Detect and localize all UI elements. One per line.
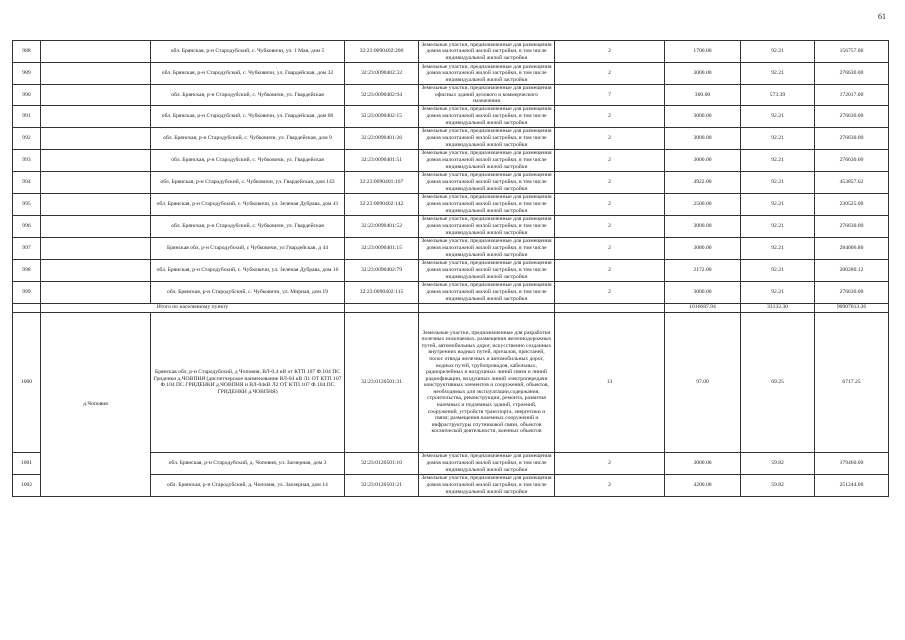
land-use-cell: Земельные участки, предназначенные для размещения домов малоэтажной жилой застройки, в том числе индивидуальной жилой застройки <box>419 171 555 193</box>
row-number-cell <box>13 303 41 312</box>
row-number-cell: 990 <box>13 85 41 106</box>
area-cell: 3000.00 <box>665 63 741 85</box>
row-number-cell: 991 <box>13 105 41 127</box>
total-price-cell: 33132.30 <box>741 303 815 312</box>
row-number-cell: 996 <box>13 215 41 237</box>
category-cell: 2 <box>555 259 665 281</box>
value-cell: 276630.00 <box>815 127 889 149</box>
land-use-cell: Земельные участки, предназначенные для размещения домов малоэтажной жилой застройки, в том числе индивидуальной жилой застройки <box>419 193 555 215</box>
price-cell: 92.21 <box>741 105 815 127</box>
address-cell: обл. Брянская, р-н Стародубский, с. Чубковичи, ул. Мирная, дом 19 <box>151 281 345 303</box>
category-cell: 2 <box>555 41 665 63</box>
address-cell: обл. Брянская, р-н Стародубский, д. Чоповня, ул. Заозерная, дом 14 <box>151 474 345 496</box>
row-number-cell: 1000 <box>13 312 41 452</box>
price-cell: 92.21 <box>741 149 815 171</box>
table-row <box>13 63 889 85</box>
area-cell: 3000.00 <box>665 452 741 474</box>
cadastral-number-cell: 32:23:0090402:15 <box>345 105 419 127</box>
page-number: 61 <box>878 12 886 21</box>
value-cell: 453857.62 <box>815 171 889 193</box>
area-cell: 97.00 <box>665 312 741 452</box>
address-cell: Брянская обл, р-н Стародубский, с Чубковичи, ул Гвардейская, д 44 <box>151 237 345 259</box>
area-cell: 2172.00 <box>665 259 741 281</box>
category-cell: 2 <box>555 63 665 85</box>
row-number-cell: 1001 <box>13 452 41 474</box>
cadastral-number-cell: 32:23:0090402:142 <box>345 193 419 215</box>
cadastral-number-cell: 32:23:0090402:79 <box>345 259 419 281</box>
area-cell: 3000.00 <box>665 281 741 303</box>
table-row <box>13 41 889 63</box>
table-row <box>13 237 889 259</box>
land-use-cell: Земельные участки, предназначенные для размещения домов малоэтажной жилой застройки, в том числе индивидуальной жилой застройки <box>419 41 555 63</box>
category-cell: 2 <box>555 193 665 215</box>
row-number-cell: 988 <box>13 41 41 63</box>
table-row <box>13 281 889 303</box>
table-row <box>13 312 889 452</box>
row-number-cell: 999 <box>13 281 41 303</box>
settlement-cell <box>41 105 151 127</box>
cadastral-number-cell: 32:23:0090401:52 <box>345 215 419 237</box>
price-cell: 92.21 <box>741 193 815 215</box>
price-cell: 92.21 <box>741 215 815 237</box>
category-cell: 2 <box>555 281 665 303</box>
row-number-cell: 998 <box>13 259 41 281</box>
cadastral-number-cell: 32:23:0090402:32 <box>345 63 419 85</box>
settlement-cell <box>41 127 151 149</box>
value-cell: 276630.00 <box>815 63 889 85</box>
land-use-cell: Земельные участки, предназначенные для размещения домов малоэтажной жилой застройки, в том числе индивидуальной жилой застройки <box>419 474 555 496</box>
value-cell: 156757.00 <box>815 41 889 63</box>
settlement-cell <box>41 237 151 259</box>
area-cell: 4922.00 <box>665 171 741 193</box>
table-row <box>13 85 889 106</box>
category-cell: 2 <box>555 171 665 193</box>
land-use-cell: Земельные участки, предназначенные для размещения офисных зданий делового и коммерческого назначения <box>419 85 555 106</box>
price-cell: 69.25 <box>741 312 815 452</box>
price-cell: 573.39 <box>741 85 815 106</box>
land-use-cell: Земельные участки, предназначенные для размещения домов малоэтажной жилой застройки, в том числе индивидуальной жилой застройки <box>419 215 555 237</box>
land-use-cell: Земельные участки, предназначенные для размещения домов малоэтажной жилой застройки, в том числе индивидуальной жилой застройки <box>419 105 555 127</box>
land-use-cell: Земельные участки, предназначенные для размещения домов малоэтажной жилой застройки, в том числе индивидуальной жилой застройки <box>419 127 555 149</box>
row-number-cell: 1002 <box>13 474 41 496</box>
land-use-cell <box>419 303 555 312</box>
area-cell: 300.00 <box>665 85 741 106</box>
settlement-cell <box>41 63 151 85</box>
cadastral-number-cell: 32:23:0120501:31 <box>345 312 419 452</box>
address-cell: обл. Брянская, р-н Стародубский, с. Чубковичи, ул. Гвардейская, дом 143 <box>151 171 345 193</box>
area-cell: 3080.00 <box>665 237 741 259</box>
cadastral-number-cell: 32:23:0090402:94 <box>345 85 419 106</box>
row-number-cell: 993 <box>13 149 41 171</box>
address-cell: обл. Брянская, р-н Стародубский, с. Чубковичи, ул. Зеленая Дубрава, дом 16 <box>151 259 345 281</box>
price-cell: 92.21 <box>741 127 815 149</box>
area-cell: 3000.00 <box>665 215 741 237</box>
table-row <box>13 105 889 127</box>
value-cell: 276630.00 <box>815 105 889 127</box>
address-cell: Брянская обл, р-н Стародубский, д Чоповня, ВЛ-0,4 кВ от КТП 107 Ф.104 ПС Гриденки д.ЧОВПНЯ (диспетчерское наименование ВЛ-04 кВ Л1 ОТ КТП 107 Ф.104 ПС ГРИДЕНКИ д.ЧОВПНЯ и ВЛ-04кВ Л2 ОТ КТП 107 Ф.104 ПС ГРИДЕНКИ д.ЧОВПНЯ) <box>151 312 345 452</box>
value-cell: 276630.00 <box>815 215 889 237</box>
table-row <box>13 171 889 193</box>
category-cell: 2 <box>555 474 665 496</box>
land-register-table <box>12 40 889 497</box>
value-cell: 200280.12 <box>815 259 889 281</box>
cadastral-number-cell <box>345 303 419 312</box>
category-cell: 2 <box>555 237 665 259</box>
cadastral-number-cell: 32:23:0090401:107 <box>345 171 419 193</box>
category-cell: 2 <box>555 452 665 474</box>
row-number-cell: 994 <box>13 171 41 193</box>
price-cell: 59.82 <box>741 474 815 496</box>
value-cell: 284006.80 <box>815 237 889 259</box>
price-cell: 92.21 <box>741 63 815 85</box>
land-use-cell: Земельные участки, предназначенные для размещения домов малоэтажной жилой застройки, в том числе индивидуальной жилой застройки <box>419 149 555 171</box>
row-number-cell: 989 <box>13 63 41 85</box>
address-cell: обл. Брянская, р-н Стародубский, с. Чубковичи, ул. Гвардейская <box>151 85 345 106</box>
category-cell: 7 <box>555 85 665 106</box>
address-cell: обл. Брянская, р-н Стародубский, с. Чубковичи, ул. Гвардейская <box>151 149 345 171</box>
address-cell: обл. Брянская, р-н Стародубский, с. Чубковичи, ул. Гвардейская, дом 32 <box>151 63 345 85</box>
address-cell: обл. Брянская, р-н Стародубский, д. Чоповня, ул. Заозерная, дом 3 <box>151 452 345 474</box>
total-label: Итого по населенному пункту <box>41 303 345 312</box>
land-use-cell: Земельные участки, предназначенные для размещения домов малоэтажной жилой застройки, в том числе индивидуальной жилой застройки <box>419 237 555 259</box>
price-cell: 92.21 <box>741 281 815 303</box>
land-use-cell: Земельные участки, предназначенные для размещения домов малоэтажной жилой застройки, в том числе индивидуальной жилой застройки <box>419 259 555 281</box>
row-number-cell: 997 <box>13 237 41 259</box>
cadastral-number-cell: 32:23:0090401:26 <box>345 127 419 149</box>
value-cell: 251244.00 <box>815 474 889 496</box>
category-cell: 2 <box>555 127 665 149</box>
land-use-cell: Земельные участки, предназначенные для размещения домов малоэтажной жилой застройки, в том числе индивидуальной жилой застройки <box>419 452 555 474</box>
cadastral-number-cell: 32:23:0090401:15 <box>345 237 419 259</box>
value-cell: 172017.00 <box>815 85 889 106</box>
category-cell <box>555 303 665 312</box>
total-value-cell: 90907013.26 <box>815 303 889 312</box>
table-row <box>13 215 889 237</box>
value-cell: 6717.25 <box>815 312 889 452</box>
area-cell: 3000.00 <box>665 105 741 127</box>
settlement-cell <box>41 215 151 237</box>
value-cell: 179460.00 <box>815 452 889 474</box>
cadastral-number-cell: 32:23:0090402:200 <box>345 41 419 63</box>
address-cell: обл. Брянская, р-н Стародубский, с. Чубковичи, ул. Гвардейская, дом 9 <box>151 127 345 149</box>
land-use-cell: Земельные участки, предназначенные для размещения домов малоэтажной жилой застройки, в том числе индивидуальной жилой застройки <box>419 281 555 303</box>
value-cell: 276630.00 <box>815 149 889 171</box>
price-cell: 92.21 <box>741 259 815 281</box>
table-row <box>13 149 889 171</box>
category-cell: 13 <box>555 312 665 452</box>
table-row <box>13 127 889 149</box>
price-cell: 92.21 <box>741 171 815 193</box>
cadastral-number-cell: 32:23:0120501:10 <box>345 452 419 474</box>
settlement-cell <box>41 281 151 303</box>
category-cell: 2 <box>555 105 665 127</box>
land-use-cell: Земельные участки, предназначенные для разработки полезных ископаемых, размещения железнодорожных путей, автомобильных дорог, искусственно созданных внутренних водных путей, причалов, пристаней, полос отвода железных и автомобильных дорог, водных путей, трубопроводов, кабельных, радиорелейных и воздушных линий связи и линий радиофикации, воздушных линий электропередачи конструктивных элементов и сооружений, объектов, необходимых для эксплуатации,содержания, строительства, реконструкции, ремонта, развития наземных и подземных зданий, строений, сооружений, устройств транспорта, энергетики и связи; размещения наземных сооружений и инфраструктуры спутниковой связи, объектов космической деятельности, военных объектов <box>419 312 555 452</box>
settlement-cell <box>41 41 151 63</box>
value-cell: 276630.00 <box>815 281 889 303</box>
cadastral-number-cell: 32:23:0120501:21 <box>345 474 419 496</box>
area-cell: 2500.00 <box>665 193 741 215</box>
area-cell: 4200.00 <box>665 474 741 496</box>
area-cell: 3000.00 <box>665 127 741 149</box>
category-cell: 2 <box>555 149 665 171</box>
area-cell: 3000.00 <box>665 149 741 171</box>
price-cell: 92.21 <box>741 41 815 63</box>
table-row <box>13 193 889 215</box>
settlement-cell <box>41 259 151 281</box>
table-row <box>13 259 889 281</box>
address-cell: обл. Брянская, р-н Стародубский, с. Чубковичи, ул. 1 Мая, дом 5 <box>151 41 345 63</box>
settlement-cell <box>41 171 151 193</box>
total-area-cell: 1016687.94 <box>665 303 741 312</box>
address-cell: обл. Брянская, р-н Стародубский, с. Чубковичи, ул. Гвардейская, дом 68 <box>151 105 345 127</box>
settlement-name-cell: д.Чоповня <box>41 312 151 496</box>
cadastral-number-cell: 32:23:0090401:51 <box>345 149 419 171</box>
address-cell: обл. Брянская, р-н Стародубский, с. Чубковичи, ул. Зеленая Дубрава, дом 41 <box>151 193 345 215</box>
row-number-cell: 995 <box>13 193 41 215</box>
price-cell: 59.82 <box>741 452 815 474</box>
settlement-cell <box>41 193 151 215</box>
category-cell: 2 <box>555 215 665 237</box>
total-row <box>13 303 889 312</box>
settlement-cell <box>41 85 151 106</box>
land-use-cell: Земельные участки, предназначенные для размещения домов малоэтажной жилой застройки, в том числе индивидуальной жилой застройки <box>419 63 555 85</box>
area-cell: 1700.00 <box>665 41 741 63</box>
row-number-cell: 992 <box>13 127 41 149</box>
value-cell: 230525.00 <box>815 193 889 215</box>
address-cell: обл. Брянская, р-н Стародубский, с. Чубковичи, ул. Гвардейская <box>151 215 345 237</box>
price-cell: 92.21 <box>741 237 815 259</box>
cadastral-number-cell: 32:23:0090402:115 <box>345 281 419 303</box>
settlement-cell <box>41 149 151 171</box>
